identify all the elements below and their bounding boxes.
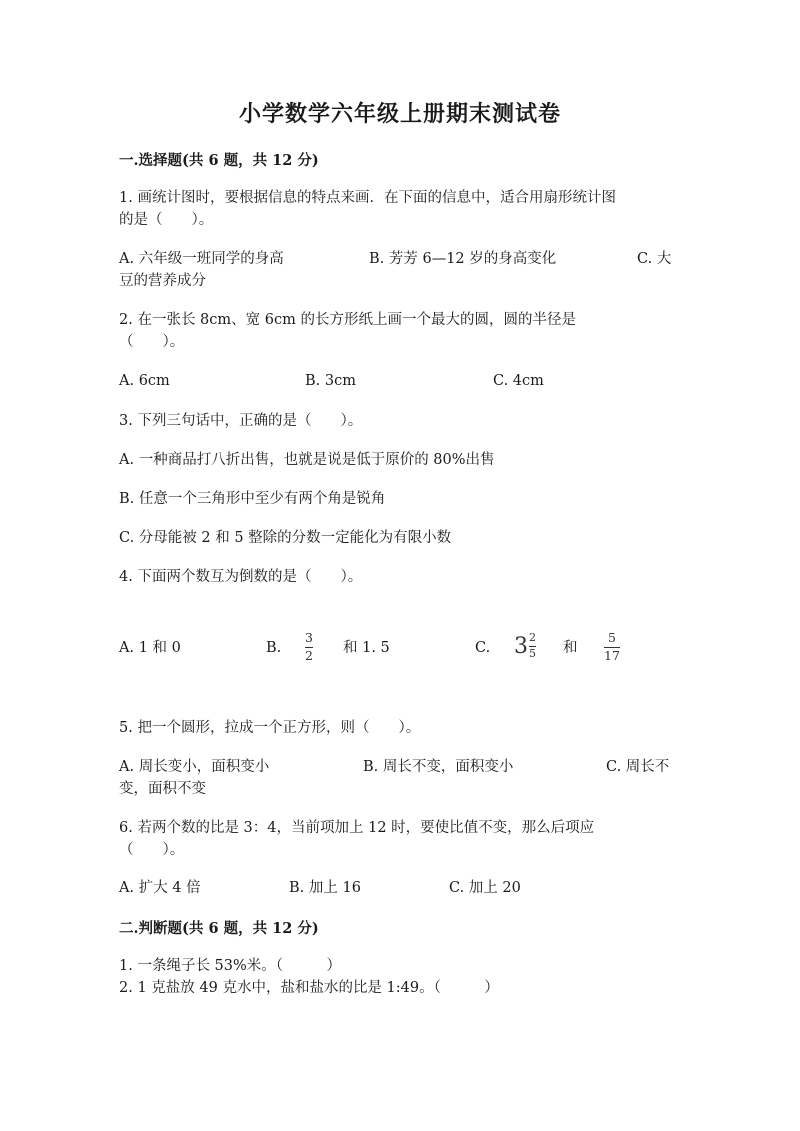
question-6-option-c: C. 加上 20 (449, 880, 521, 896)
question-1-option-c: C. 大 (637, 251, 672, 267)
fraction-denominator: 17 (604, 648, 620, 663)
question-5-option-c: C. 周长不 (606, 759, 670, 775)
question-1-text-cont: 的是（ ）。 (119, 212, 214, 228)
question-1-option-b: B. 芳芳 6—12 岁的身高变化 (369, 251, 557, 267)
fraction-denominator: 5 (529, 647, 536, 660)
question-1-option-c-cont: 豆的营养成分 (119, 273, 206, 289)
section-heading-judge: 二.判断题(共 6 题，共 12 分) (119, 920, 319, 937)
fraction-numerator: 2 (529, 631, 536, 644)
question-2-text: 2. 在一张长 8cm、宽 6cm 的长方形纸上画一个最大的圆，圆的半径是 (119, 312, 576, 328)
question-4-option-a: A. 1 和 0 (119, 640, 181, 656)
question-2-text-cont: （ ）。 (119, 334, 185, 350)
question-4-text: 4. 下面两个数互为倒数的是（ ）。 (119, 569, 363, 585)
question-5-option-b: B. 周长不变，面积变小 (363, 759, 514, 775)
fraction-numerator: 5 (607, 630, 616, 645)
question-3-option-a: A. 一种商品打八折出售，也就是说是低于原价的 80%出售 (119, 452, 495, 468)
mixed-whole: 3 (514, 633, 528, 659)
question-5-option-c-cont: 变，面积不变 (119, 781, 206, 797)
mixed-fraction (529, 632, 536, 660)
question-1-option-a: A. 六年级一班同学的身高 (119, 251, 284, 267)
question-6-text: 6. 若两个数的比是 3：4，当前项加上 12 时，要使比值不变，那么后项应 (119, 820, 595, 836)
question-1-text: 1. 画统计图时，要根据信息的特点来画．在下面的信息中，适合用扇形统计图 (119, 190, 616, 206)
question-4-option-b-label: B. (266, 640, 282, 656)
fraction-three-halves (305, 631, 313, 663)
question-4-option-c-label: C. (475, 640, 491, 656)
question-4-option-b-and: 和 1. 5 (343, 640, 390, 656)
question-2-option-a: A. 6cm (119, 373, 170, 389)
judge-question-1: 1. 一条绳子长 53%米。（ ） (119, 958, 342, 974)
fraction-numerator: 3 (305, 630, 313, 645)
question-5-option-a: A. 周长变小，面积变小 (119, 759, 270, 775)
question-6-option-a: A. 扩大 4 倍 (119, 880, 201, 896)
judge-question-2: 2. 1 克盐放 49 克水中，盐和盐水的比是 1:49。（ ） (119, 980, 499, 996)
mixed-number-three-two-fifths (514, 632, 536, 660)
question-4-option-c-and: 和 (563, 640, 578, 656)
page-title: 小学数学六年级上册期末测试卷 (238, 101, 561, 127)
question-2-option-b: B. 3cm (305, 373, 356, 389)
question-6-text-cont: （ ）。 (119, 842, 185, 858)
fraction-denominator: 2 (305, 648, 313, 663)
section-heading-choice: 一.选择题(共 6 题，共 12 分) (119, 152, 319, 169)
fraction-five-seventeenths (604, 631, 620, 663)
question-5-text: 5. 把一个圆形，拉成一个正方形，则（ ）。 (119, 720, 421, 736)
question-2-option-c: C. 4cm (493, 373, 544, 389)
question-3-text: 3. 下列三句话中，正确的是（ ）。 (119, 413, 363, 429)
question-3-option-c: C. 分母能被 2 和 5 整除的分数一定能化为有限小数 (119, 530, 452, 546)
question-6-option-b: B. 加上 16 (289, 880, 361, 896)
question-3-option-b: B. 任意一个三角形中至少有两个角是锐角 (119, 491, 386, 507)
